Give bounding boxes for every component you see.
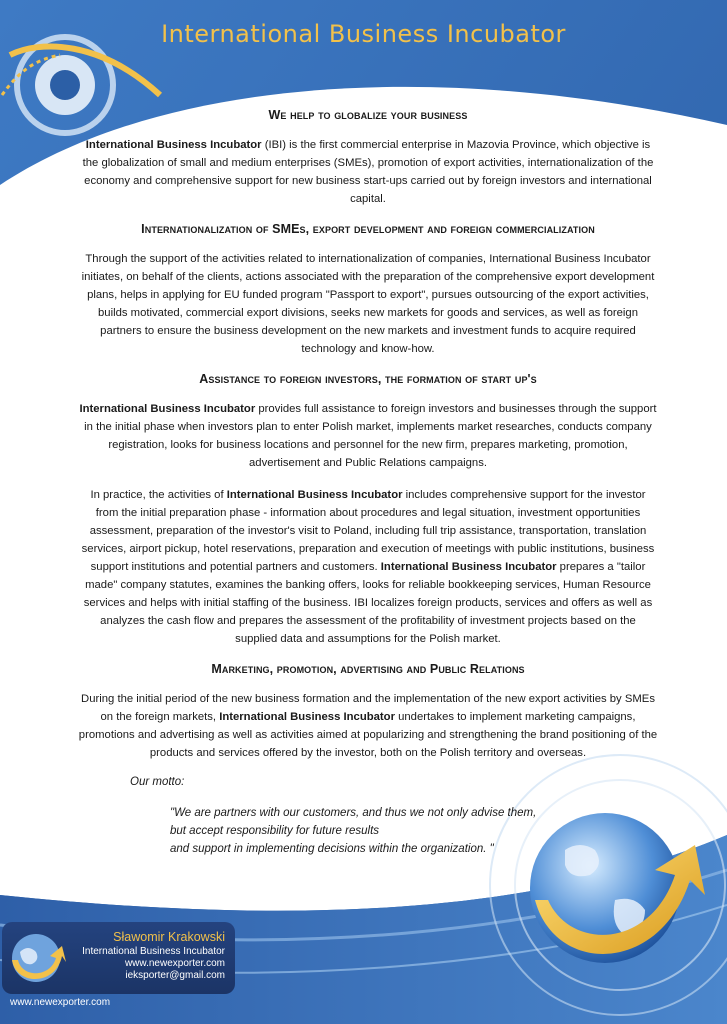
footer-url-link[interactable]: www.newexporter.com: [10, 997, 111, 1008]
contact-name: Sławomir Krakowski: [113, 930, 225, 944]
section-heading: We help to globalize your business: [268, 108, 468, 122]
contact-card: [2, 922, 235, 994]
company-name: International Business Incubator: [85, 139, 262, 151]
paragraph: [78, 136, 658, 208]
company-name: International Business Incubator: [219, 711, 395, 723]
contact-org: International Business Incubator: [82, 946, 225, 957]
company-name: International Business Incubator: [79, 403, 256, 415]
company-name: International Business Incubator: [226, 489, 403, 501]
paragraph: Through the support of the activities related to internationalization of companies, International Business Incubator initiates, on behalf of the clients, actions associated with the preparation of the comprehensive export development plans, helps in applying for EU funded program "Passport to export", pursues outsourcing of the export activities, builds motivated, commercial export divisions, seeks new markets for goods and services, as well as foreign partners to ensure the business development on the new markets and investment funds to acquire required technology and know-how.: [81, 253, 655, 355]
paragraph-text: During the initial period of the new business formation and the implementation of the new export activities by SMEs on the foreign markets,: [81, 693, 655, 723]
main-content: [78, 100, 658, 858]
motto-quote: [170, 804, 570, 858]
section-heading: Assistance to foreign investors, the formation of start up's: [199, 372, 537, 386]
contact-website-link[interactable]: www.newexporter.com: [124, 958, 225, 969]
paragraph: [78, 690, 658, 762]
motto-line: "We are partners with our customers, and thus we not only advise them,: [170, 807, 537, 819]
motto-line: but accept responsibility for future results: [170, 825, 380, 837]
small-globe-icon: [6, 928, 66, 988]
paragraph-text: prepares a "tailor made" company statutes, examines the banking offers, looks for reliable bookkeeping services, Human Resource services and helps with initial staffing of the business. IBI localizes foreign products, services and offers as well as analyzes the cash flow and prepares the assessment of the profitability of investment projects based on the supplied data and assumptions for the Polish market.: [83, 561, 653, 645]
section-heading: Internationalization of SMEs, export development and foreign commercialization: [141, 222, 595, 236]
paragraph-text: includes comprehensive support for the investor from the initial preparation phase - information about procedures and legal situation, investment opportunities assessment, preparation of the investor's visit to Poland, including full trip assistance, transportation, translation services, airport pickup, hotel reservations, preparation and execution of meetings with public institutions, business support institutions and potential partners and customers.: [81, 489, 655, 573]
paragraph: [78, 400, 658, 472]
paragraph-text: In practice, the activities of: [90, 489, 227, 501]
motto-line: and support in implementing decisions within the organization. ": [170, 843, 494, 855]
paragraph-text: (IBI) is the first commercial enterprise in Mazovia Province, which objective is the globalization of small and medium enterprises (SMEs), promotion of export activities, internationalization of the economy and comprehensive support for new business start-ups carried out by foreign investors and international capital.: [82, 139, 654, 205]
brand-title: International Business Incubator: [161, 20, 566, 48]
motto-label: Our motto:: [130, 776, 185, 788]
section-heading: Marketing, promotion, advertising and Public Relations: [211, 662, 525, 676]
paragraph: [78, 486, 658, 648]
company-name: International Business Incubator: [380, 561, 557, 573]
paragraph-text: provides full assistance to foreign investors and businesses through the support in the initial phase when investors plan to enter Polish market, implements market researches, conducts company registration, looks for business locations and personnel for the new firm, prepares marketing, promotion, advertisement and Public Relations campaigns.: [84, 403, 657, 469]
contact-email-link[interactable]: ieksporter@gmail.com: [125, 970, 225, 981]
paragraph-text: undertakes to implement marketing campaigns, promotions and advertising as well as activities aimed at popularizing and strengthening the brand positioning of the products and services offered by the investor, both on the Polish territory and overseas.: [78, 711, 658, 759]
